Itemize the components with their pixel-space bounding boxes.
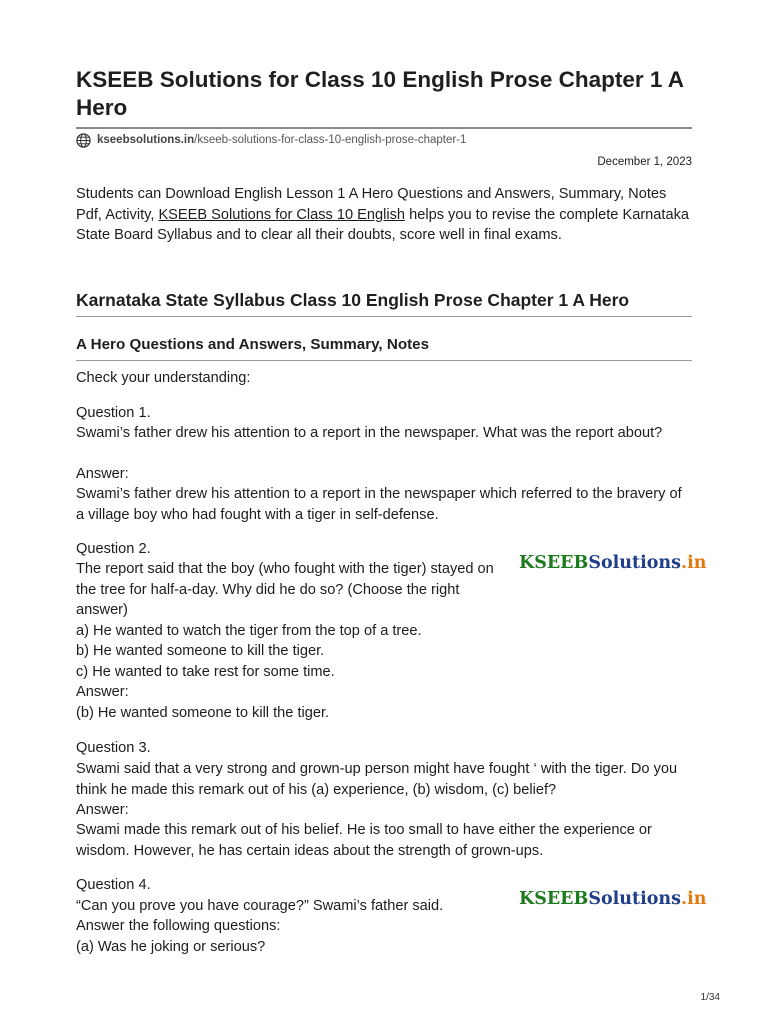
question-2-text: The report said that the boy (who fought with the tiger) stayed on the tree for half-a-day. Why did he do so? (Choose the right answer): [76, 561, 494, 619]
logo-in: .in: [681, 889, 707, 909]
question-4-subtext: Answer the following questions:: [76, 918, 281, 934]
subsection-divider: [76, 360, 692, 361]
kseeb-class10-english-link[interactable]: KSEEB Solutions for Class 10 English: [158, 206, 406, 223]
logo-solutions: Solutions: [588, 889, 681, 909]
answer-3-text: Swami made this remark out of his belief. He is too small to have either the experience or wisdom. However, he has certain ideas about the strength of grown-ups.: [76, 822, 652, 859]
publish-date: December 1, 2023: [597, 156, 692, 168]
logo-solutions: Solutions: [588, 553, 681, 573]
title-divider: [76, 127, 692, 129]
question-4-text: “Can you prove you have courage?” Swami’s father said.: [76, 898, 444, 914]
question-3-label: Question 3.: [76, 740, 151, 756]
check-understanding: Check your understanding:: [76, 370, 251, 386]
intro-text-start: Students can Download English Lesson 1 A Hero Questions and Answers, Summary, Notes Pdf, Activity,: [76, 186, 667, 223]
question-3-text: Swami said that a very strong and grown-up person might have fought ‘ with the tiger. Do you think he made this remark out of his (a) experience, (b) wisdom, (c) belief?: [76, 761, 678, 798]
page-number: 1/34: [700, 992, 720, 1003]
subsection-heading: A Hero Questions and Answers, Summary, Notes: [76, 336, 430, 353]
intro-paragraph: [76, 184, 692, 246]
source-path: /kseeb-solutions-for-class-10-english-prose-chapter-1: [194, 134, 467, 146]
question-4-part-a: (a) Was he joking or serious?: [76, 939, 266, 955]
logo-kseeb: KSEEB: [519, 889, 589, 909]
intro-text-end: helps you to revise the complete Karnataka State Board Syllabus and to clear all their doubts, score well in final exams.: [76, 206, 689, 244]
page-title: KSEEB Solutions for Class 10 English Prose Chapter 1 A Hero: [76, 67, 684, 120]
kseeb-solutions-logo-2: [519, 889, 706, 909]
question-4-label: Question 4.: [76, 877, 151, 893]
logo-in: .in: [681, 553, 707, 573]
question-2-option-c: c) He wanted to take rest for some time.: [76, 664, 335, 680]
question-2-option-b: b) He wanted someone to kill the tiger.: [76, 643, 325, 659]
answer-1-label: Answer:: [76, 466, 129, 482]
section-divider: [76, 316, 692, 317]
kseeb-solutions-logo: [519, 553, 706, 573]
question-2-label: Question 2.: [76, 541, 151, 557]
section-heading: Karnataka State Syllabus Class 10 English Prose Chapter 1 A Hero: [76, 290, 630, 310]
question-1-label: Question 1.: [76, 405, 151, 421]
logo-kseeb: KSEEB: [519, 553, 589, 573]
question-1-text: Swami’s father drew his attention to a report in the newspaper. What was the report about?: [76, 425, 663, 441]
source-domain: kseebsolutions.in: [97, 134, 195, 146]
globe-icon: [76, 133, 91, 148]
answer-1-text: Swami’s father drew his attention to a report in the newspaper which referred to the bravery of a village boy who had fought with a tiger in self-defense.: [76, 486, 682, 523]
answer-2-text: (b) He wanted someone to kill the tiger.: [76, 705, 330, 721]
answer-2-label: Answer:: [76, 684, 129, 700]
source-url[interactable]: [76, 132, 466, 148]
answer-3-label: Answer:: [76, 802, 129, 818]
question-2-option-a: a) He wanted to watch the tiger from the top of a tree.: [76, 623, 422, 639]
